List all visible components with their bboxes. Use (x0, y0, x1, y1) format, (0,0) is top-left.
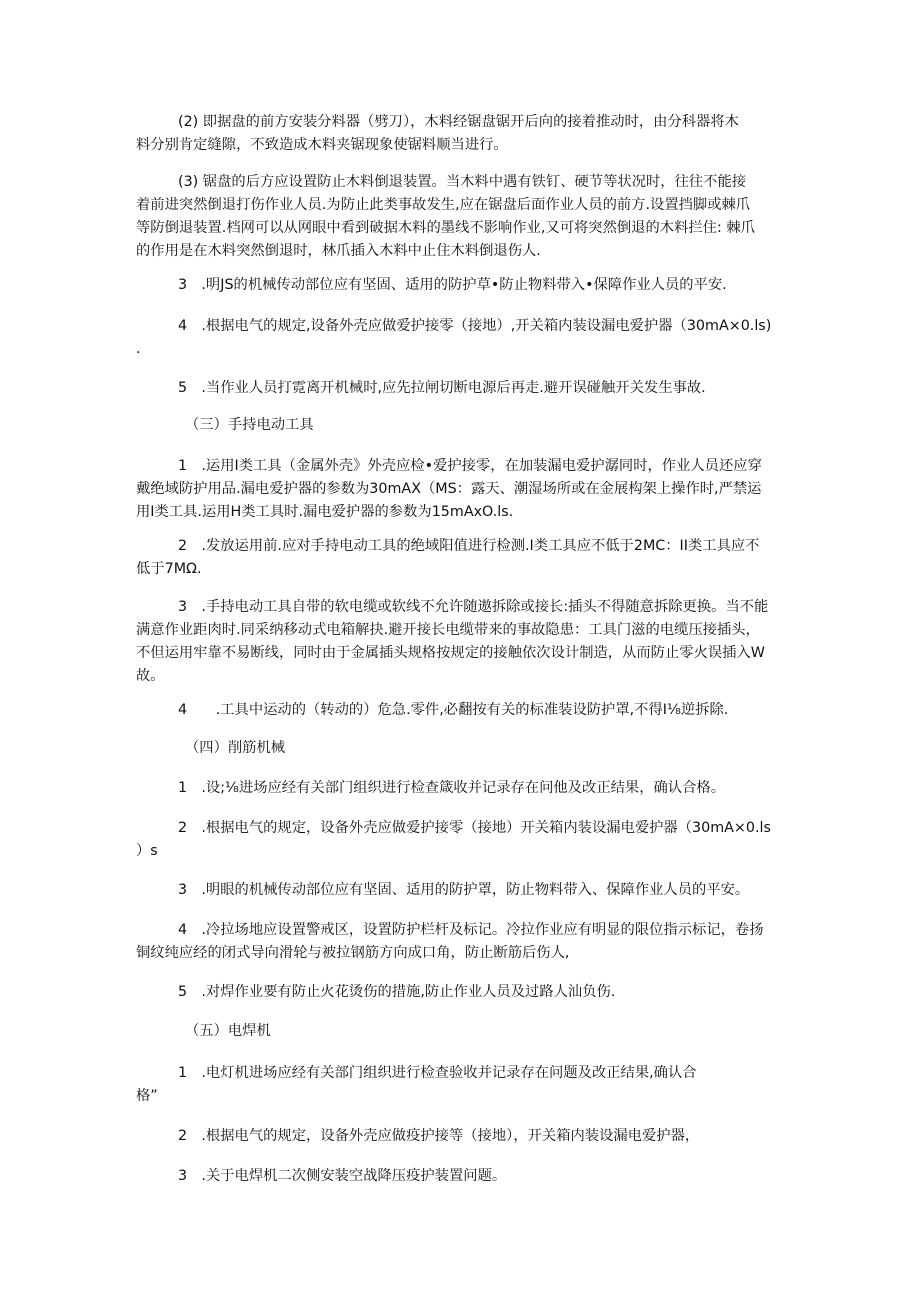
text-line: 铜纹纯应经的闭式导向滑轮与被拉钢筋方向成口角，防止断筋后伤人, (136, 945, 570, 961)
text-line: 满意作业距肉时.同采纳移动式电箱解抉.避开接长电缆带来的事故隐患：工具门滋的电缆压接插头， (136, 622, 760, 638)
paragraph-item-5 (136, 377, 811, 400)
paragraph-saw-splitter (136, 111, 811, 157)
paragraph-anti-kickback (136, 171, 811, 263)
paragraph-rebar-2 (136, 817, 811, 863)
text-line: (3) 锯盘的后方应设置防止木料倒退装置。当木料中遇有铁钉、硬节等状况时，往往不能接 (178, 174, 747, 190)
text-line: 3 .明眼的机械传动部位应有坚固、适用的防护罩，防止物料带入、保障作业人员的平安。 (178, 882, 750, 898)
text-line: 4 .根据电气的规定,设备外壳应做爱护接零（接地）,开关箱内装设漏电爱护器（30mA×0.ls) (178, 318, 772, 334)
text-line: 用I类工具.运用H类工具时.漏电爱护器的参数为15mAxO.ls. (136, 504, 514, 520)
text-line: 4 .冷拉场地应设置警戒区，设置防护栏杆及标记。冷拉作业应有明显的限位指示标记，卷扬 (178, 922, 764, 938)
text-line: 1 .电灯机进场应经有关部门组织进行检查验收并记录存在问题及改正结果,确认合 (178, 1065, 697, 1081)
section-heading-electric-welder: （五）电焊机 (185, 1023, 271, 1039)
text-line: 2 .根据电气的规定，设备外壳应做爱护接零（接地）开关箱内装设漏电爱护器（30mA×0.ls (178, 820, 771, 836)
paragraph-welder-3 (136, 1165, 811, 1188)
paragraph-handheld-4 (136, 699, 811, 722)
text-line: 等防倒退装置.档网可以从网眼中看到破据木料的墨线不影响作业,又可将突然倒退的木料拦住: 棘爪 (136, 220, 755, 236)
paragraph-rebar-3 (136, 879, 811, 902)
text-line: 不但运用牢靠不易断线，同时由于金属插头规格按规定的接触依次设计制造，从而防止零火误插入W (136, 645, 765, 661)
text-line: 5 .对焊作业要有防止火花烫伤的措施,防止作业人员及过路人汕负伤. (178, 984, 616, 1000)
paragraph-rebar-1 (136, 777, 811, 800)
section-heading-rebar-machinery: （四）削筋机械 (185, 740, 286, 756)
paragraph-handheld-3 (136, 596, 811, 688)
text-line: 格” (136, 1088, 158, 1104)
paragraph-handheld-2 (136, 535, 811, 581)
paragraph-welder-1 (136, 1062, 811, 1108)
paragraph-item-4 (136, 315, 811, 361)
paragraph-welder-2 (136, 1125, 811, 1148)
text-line: 3 .关于电焊机二次侧安装空战降压疫护装置问题。 (178, 1168, 507, 1184)
text-line: ）s (136, 843, 158, 859)
text-line: . (136, 341, 141, 357)
text-line: 3 .明JS的机械传动部位应有坚固、适用的防护草•防止物料带入•保障作业人员的平安. (178, 277, 727, 293)
text-line: 戴绝域防护用品.漏电爱护器的参数为30mAX（MS：露天、潮湿场所或在金展构架上操作时,严禁运 (136, 481, 762, 497)
text-line: 5 .当作业人员打霓离开机械时,应先拉闸切断电源后再走.避开误碰触开关发生事故. (178, 380, 706, 396)
text-line: 故。 (136, 668, 165, 684)
text-line: 1 .运用I类工具（金属外壳》外壳应检•爱护接零，在加装漏电爱护潺同时，作业人员还应穿 (178, 458, 762, 474)
text-line: 2 .根据电气的规定，设备外壳应做疫护接等（接地），开关箱内装设漏电爱护器， (178, 1128, 700, 1144)
text-line: 2 .发放运用前.应对手持电动工具的绝域阳值进行检测.I类工具应不低于2MC：II类工具应不 (178, 538, 760, 554)
text-line: 着前进突然倒退打伤作业人员.为防止此类事故发生,应在锯盘后面作业人员的前方.设置挡脚或棘爪 (136, 197, 751, 213)
paragraph-handheld-1 (136, 455, 811, 524)
paragraph-item-3 (136, 274, 811, 297)
paragraph-rebar-4 (136, 919, 811, 965)
text-line: 4 .工具中运动的（转动的）危急.零件,必翻按有关的标准装设防护罩,不得I⅛逆拆除. (178, 702, 729, 718)
paragraph-rebar-5 (136, 981, 811, 1004)
text-line: 3 .手持电动工具自带的软电缆或软线不允许随遨拆除或接长:插头不得随意拆除更换。当不能 (178, 599, 769, 615)
text-line: 低于7MΩ. (136, 561, 202, 577)
text-line: 的作用是在木料突然倒退时，林爪插入木料中止住木料倒退伤人. (136, 243, 541, 259)
section-heading-handheld-tools: （三）手持电动工具 (185, 417, 314, 433)
text-line: (2) 即据盘的前方安装分料器（劈刀），木料经锯盘锯开后向的接着推动时，由分科器将木 (178, 114, 739, 130)
text-line: 料分别肯定缝隙，不致造成木料夹锯现象使锯料顺当进行。 (136, 137, 508, 153)
text-line: 1 .设;⅛进场应经有关部门组织进行检查箴收并记录存在问他及改正结果，确认合格。 (178, 780, 725, 796)
